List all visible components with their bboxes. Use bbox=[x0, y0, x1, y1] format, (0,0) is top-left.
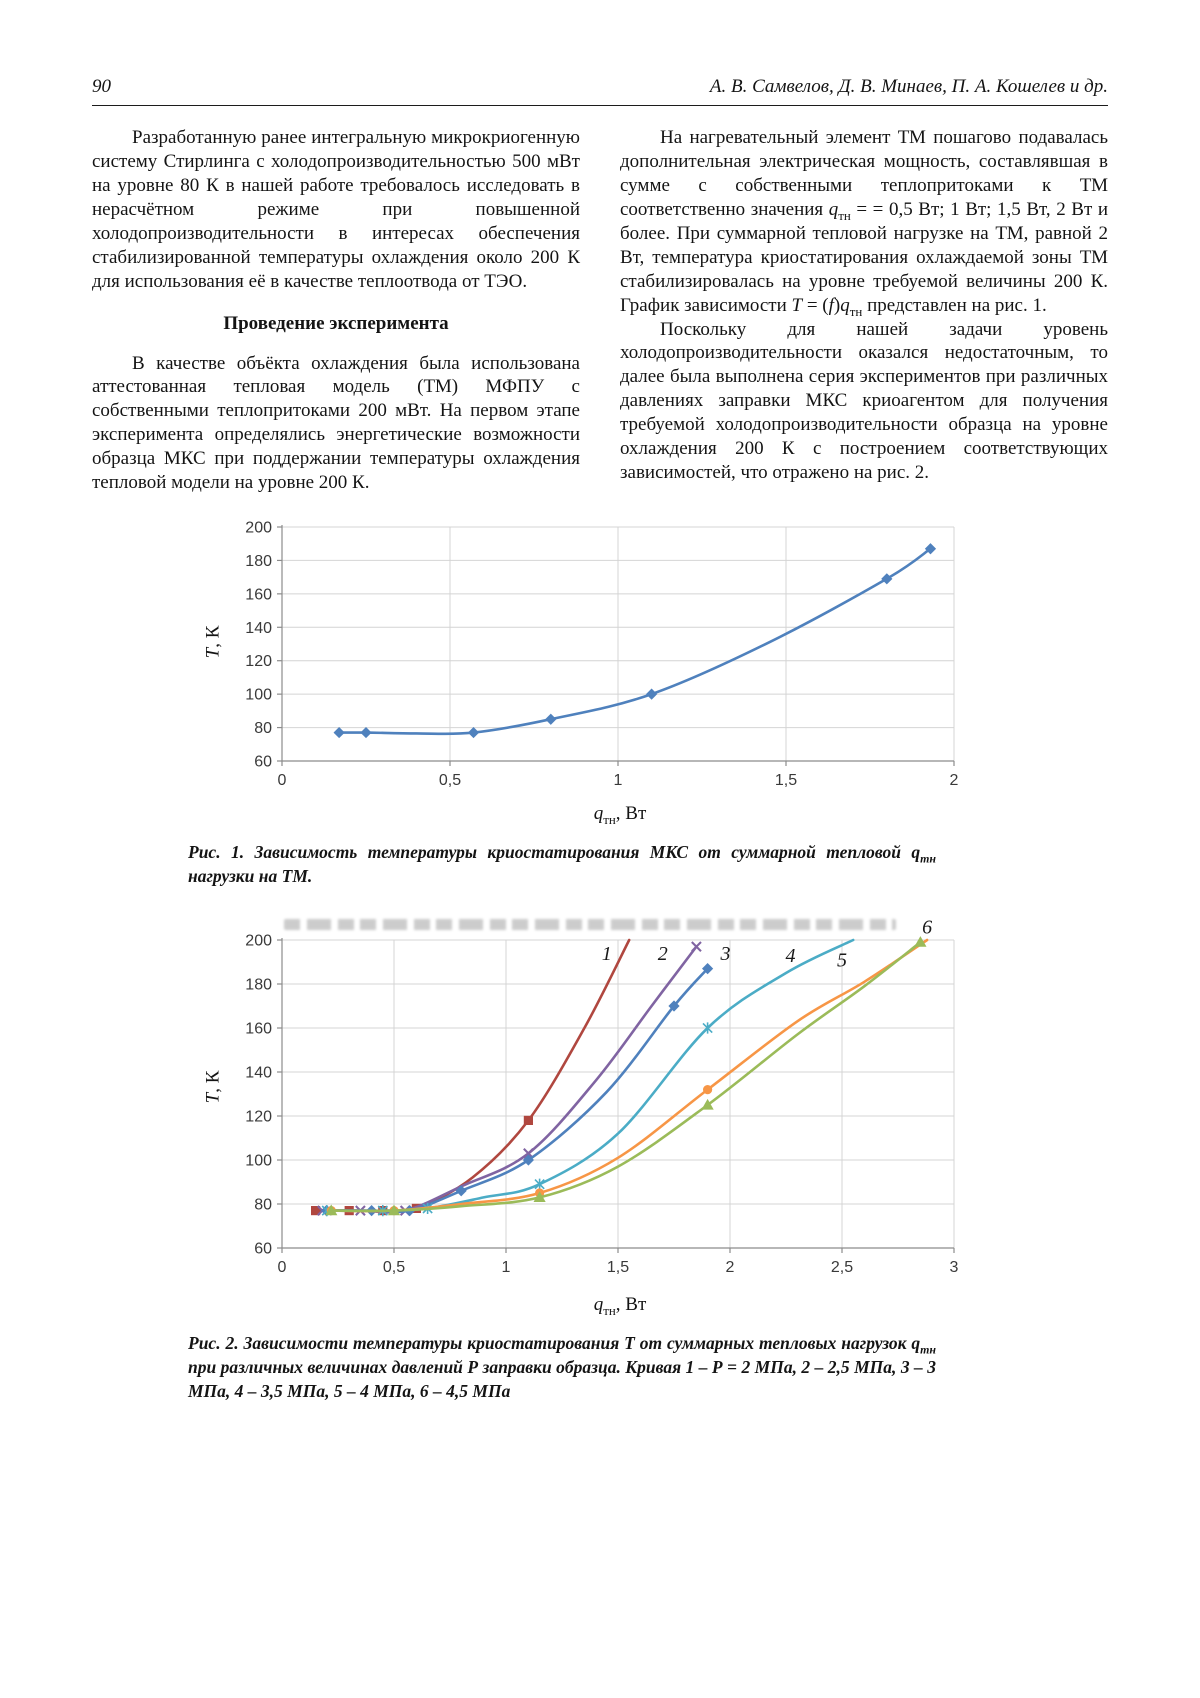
svg-text:60: 60 bbox=[254, 1240, 272, 1258]
svg-text:4: 4 bbox=[785, 945, 796, 968]
paragraph-heater-steps: На нагревательный элемент ТМ пошагово подавалась дополнительная электрическая мощность, составлявшая в сумме с собственными теплопритоками к ТМ соответственно значения $q_{тн}$ = = 0,5 Вт; 1 Вт; 1,5 Вт, 2 Вт и более. При суммарной тепловой нагрузке на ТМ, равной 2 Вт, температура криостатирования охлаждаемой зоны ТМ стабилизировалась на уровне требуемой величины 200 К. График зависимости $T = (f)q_{тн}$ представлен на рис. 1. bbox=[620, 127, 1109, 319]
scan-artifact bbox=[284, 919, 896, 930]
svg-text:200: 200 bbox=[245, 519, 272, 537]
left-column bbox=[92, 126, 580, 495]
header-rule bbox=[92, 105, 1108, 106]
svg-text:5: 5 bbox=[837, 949, 847, 972]
svg-text:80: 80 bbox=[254, 1196, 272, 1214]
svg-text:6: 6 bbox=[922, 916, 933, 939]
running-head-authors: А. В. Самвелов, Д. В. Минаев, П. А. Кошелев и др. bbox=[709, 76, 1108, 97]
svg-text:140: 140 bbox=[245, 619, 272, 637]
svg-text:1: 1 bbox=[613, 772, 623, 790]
figure1-y-axis-label: T, К bbox=[202, 625, 224, 659]
section-heading: Проведение эксперимента bbox=[223, 312, 449, 334]
svg-text:1,5: 1,5 bbox=[774, 772, 798, 790]
svg-text:120: 120 bbox=[245, 1108, 272, 1126]
svg-text:200: 200 bbox=[245, 932, 272, 950]
figure2-chart-area bbox=[202, 914, 990, 1319]
svg-text:2: 2 bbox=[725, 1259, 735, 1277]
figure1-caption: Рис. 1. Зависимость температуры криостатирования МКС от суммарной тепловой $q_{тн}$ нагрузки на ТМ. bbox=[188, 842, 936, 886]
paragraph-pressure-series: Поскольку для нашей задачи уровень холодопроизводительности оказался недостаточным, то далее была выполнена серия экспериментов при различных давлениях заправки МКС криоагентом для получения требуемой холодопроизводительности образца на уровне охлаждения 200 К с построением соответствующих зависимостей, что отражено на рис. 2. bbox=[620, 318, 1108, 484]
svg-text:160: 160 bbox=[245, 1020, 272, 1038]
svg-text:1: 1 bbox=[601, 943, 612, 966]
page-number: 90 bbox=[92, 76, 111, 97]
svg-text:0,5: 0,5 bbox=[438, 772, 462, 790]
svg-text:2: 2 bbox=[657, 943, 668, 966]
figure2-x-axis-label: $q_{тн}$, Вт bbox=[593, 1294, 647, 1319]
paragraph-intro: Разработанную ранее интегральную микрокриогенную систему Стирлинга с холодопроизводительностью 500 мВт на уровне 80 К в нашей работе требовалось исследовать в нерасчётном режиме при повышенной холодопроизводительности в интересах обеспечения стабилизированной температуры охлаждения около 200 К для использования её в качестве теплоотвода от ТЭО. bbox=[92, 127, 580, 292]
svg-text:3: 3 bbox=[949, 1259, 959, 1277]
page-header bbox=[92, 76, 1108, 98]
figure-1 bbox=[188, 513, 1108, 888]
text-columns bbox=[92, 126, 1108, 495]
svg-text:160: 160 bbox=[245, 586, 272, 604]
svg-text:80: 80 bbox=[254, 720, 272, 738]
svg-text:100: 100 bbox=[245, 1152, 272, 1170]
svg-text:0: 0 bbox=[277, 772, 287, 790]
figure-2 bbox=[188, 914, 1108, 1403]
figure2-caption: Рис. 2. Зависимости температуры криостатирования Т от суммарных тепловых нагрузок $q_{тн}$ при различных величинах давлений Р заправки образца. Кривая 1 – Р = 2 МПа, 2 – 2,5 МПа, 3 – 3 МПа, 4 – 3,5 МПа, 5 – 4 МПа, 6 – 4,5 МПа bbox=[188, 1333, 936, 1401]
svg-text:2,5: 2,5 bbox=[830, 1259, 854, 1277]
svg-text:60: 60 bbox=[254, 753, 272, 771]
svg-text:140: 140 bbox=[245, 1064, 272, 1082]
figure2-line-chart bbox=[210, 914, 990, 1294]
svg-text:180: 180 bbox=[245, 976, 272, 994]
figure1-chart-area bbox=[202, 513, 990, 827]
figure1-line-chart bbox=[210, 513, 990, 803]
svg-text:100: 100 bbox=[245, 686, 272, 704]
svg-text:3: 3 bbox=[720, 943, 731, 966]
svg-text:0,5: 0,5 bbox=[382, 1259, 406, 1277]
svg-text:120: 120 bbox=[245, 653, 272, 671]
figure2-y-axis-label: T, К bbox=[202, 1070, 224, 1104]
right-column bbox=[620, 126, 1108, 495]
paragraph-experiment-object: В качестве объёкта охлаждения была использована аттестованная тепловая модель (ТМ) МФПУ с собственными теплопритоками 200 мВт. На первом этапе эксперимента определялись энергетические возможности образца МКС при поддержании температуры охлаждения тепловой модели на уровне 200 К. bbox=[92, 352, 580, 494]
svg-text:2: 2 bbox=[949, 772, 959, 790]
svg-text:1: 1 bbox=[501, 1259, 511, 1277]
figure1-x-axis-label: $q_{тн}$, Вт bbox=[593, 803, 647, 827]
svg-text:0: 0 bbox=[277, 1259, 287, 1277]
svg-text:1,5: 1,5 bbox=[606, 1259, 630, 1277]
svg-text:180: 180 bbox=[245, 553, 272, 571]
